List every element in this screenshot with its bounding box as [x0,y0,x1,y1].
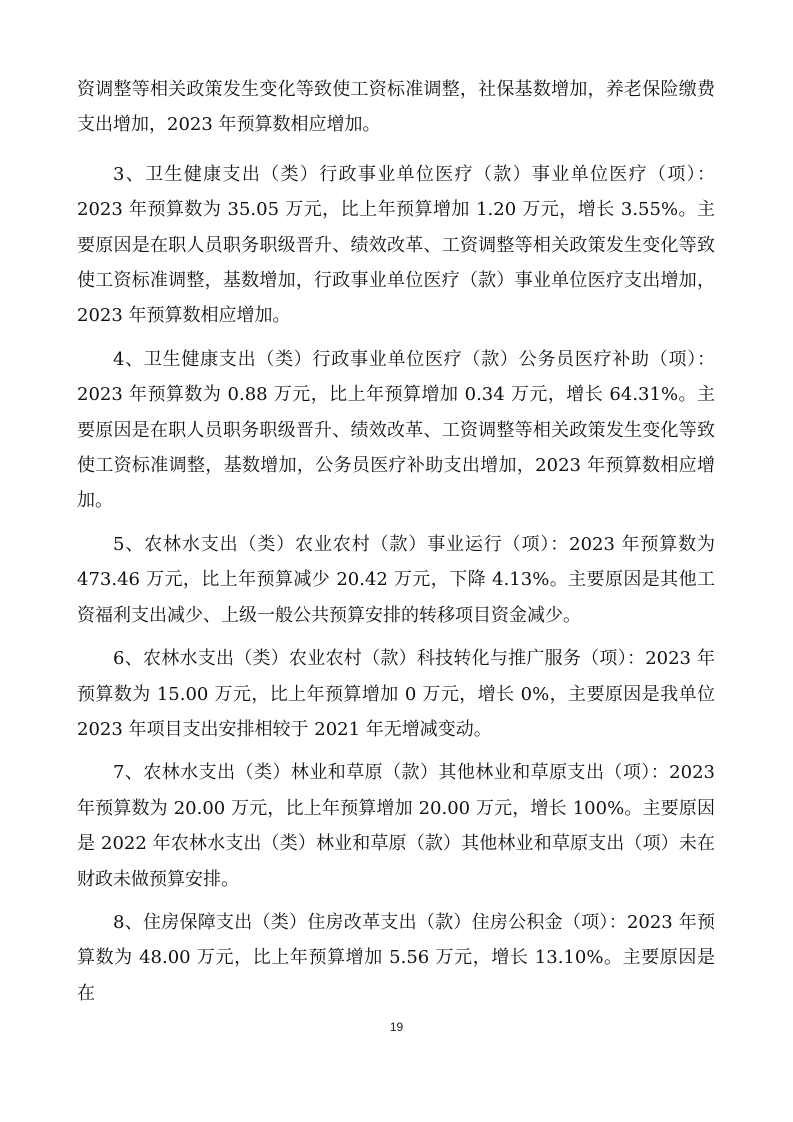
paragraph-continuation: 资调整等相关政策发生变化等致使工资标准调整，社保基数增加，养老保险缴费支出增加，2023 年预算数相应增加。 [77,79,715,136]
paragraph-item-3: 3、卫生健康支出（类）行政事业单位医疗（款）事业单位医疗（项）：2023 年预算数为 35.05 万元，比上年预算增加 1.20 万元，增长 3.55%。主要原因是在职人员职务职级晋升、绩效改革、工资调整等相关政策发生变化等致使工资标准调整，基数增加，行政事业单位医疗（款）事业单位医疗支出增加，2023 年预算数相应增加。 [77,163,715,327]
paragraph-item-6: 6、农林水支出（类）农业农村（款）科技转化与推广服务（项）：2023 年预算数为 15.00 万元，比上年预算增加 0 万元，增长 0%，主要原因是我单位 2023 年项目支出安排相较于 2021 年无增减变动。 [77,648,715,740]
paragraph-item-7: 7、农林水支出（类）林业和草原（款）其他林业和草原支出（项）：2023 年预算数为 20.00 万元，比上年预算增加 20.00 万元，增长 100%。主要原因是 2022 年农林水支出（类）林业和草原（款）其他林业和草原支出（项）未在财政未做预算安排。 [77,762,715,890]
paragraph-item-5: 5、农林水支出（类）农业农村（款）事业运行（项）：2023 年预算数为 473.46 万元，比上年预算减少 20.42 万元，下降 4.13%。主要原因是其他工资福利支出减少、上级一般公共预算安排的转移项目资金减少。 [77,533,715,626]
paragraph-item-8: 8、住房保障支出（类）住房改革支出（款）住房公积金（项）：2023 年预算数为 48.00 万元，比上年预算增加 5.56 万元，增长 13.10%。主要原因是在 [77,911,715,1004]
page-number: 19 [389,1020,404,1034]
body-text [77,72,715,1019]
paragraph-item-4: 4、卫生健康支出（类）行政事业单位医疗（款）公务员医疗补助（项）：2023 年预算数为 0.88 万元，比上年预算增加 0.34 万元，增长 64.31%。主要原因是在职人员职务职级晋升、绩效改革、工资调整等相关政策发生变化等致使工资标准调整，基数增加，公务员医疗补助支出增加，2023 年预算数相应增加。 [77,348,715,512]
